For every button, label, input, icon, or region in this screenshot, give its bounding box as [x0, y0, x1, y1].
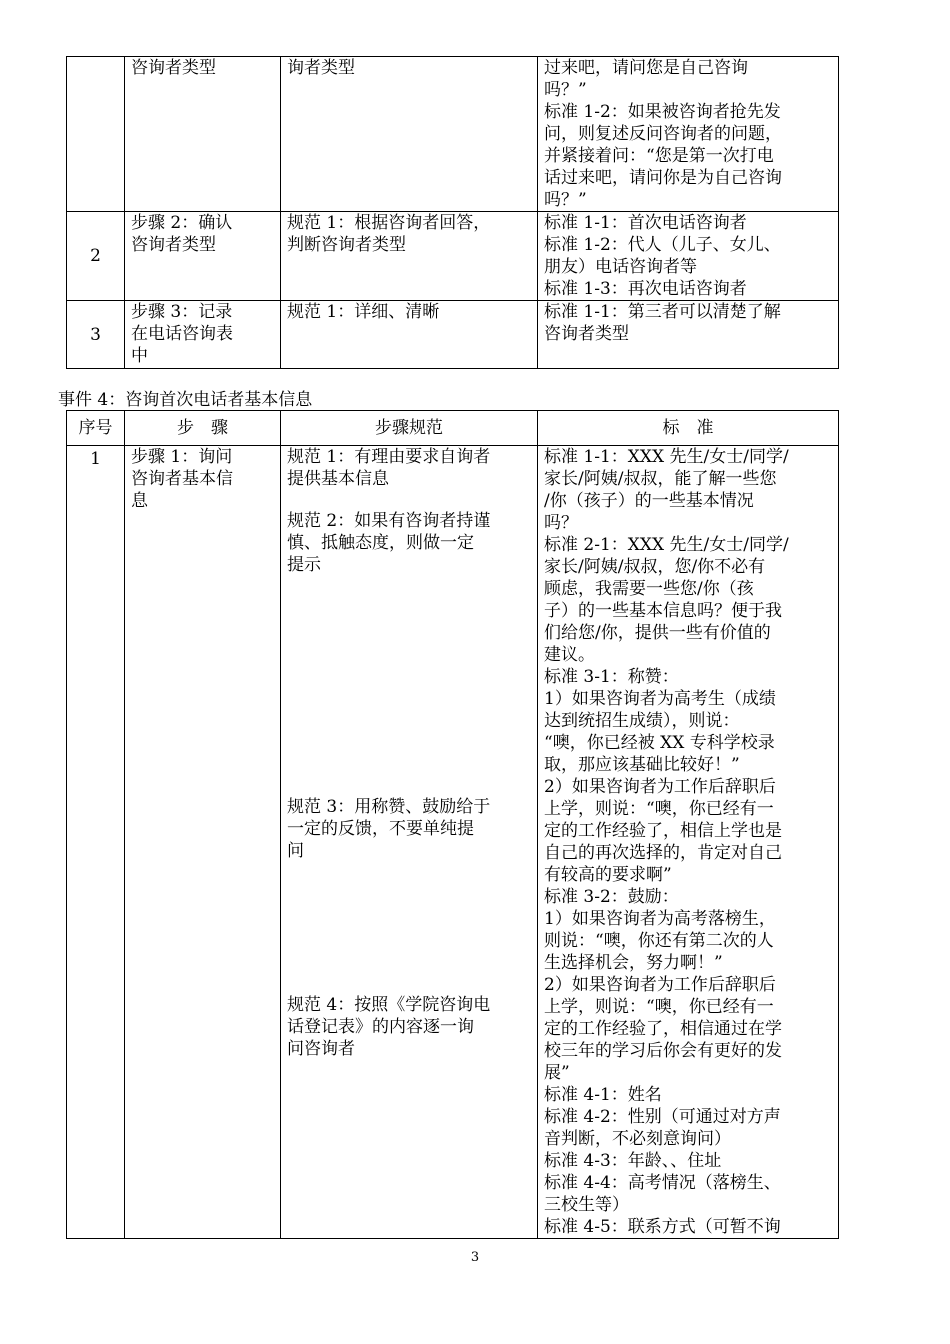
table-row — [67, 212, 839, 301]
standard-text: 朋友）电话咨询者等 — [544, 257, 697, 277]
step-text: 步骤 3：记录 — [131, 302, 233, 322]
standard-text: 标准 3-2：鼓励： — [544, 887, 679, 907]
standard-text: 上学，则说：“噢，你已经有一 — [544, 799, 774, 819]
standard-text: 标准 1-1：首次电话咨询者 — [544, 213, 747, 233]
spec-block — [287, 796, 531, 862]
spec-text: 规范 1：详细、清晰 — [287, 302, 440, 322]
standard-text: 1）如果咨询者为高考落榜生， — [544, 909, 776, 929]
spec-text: 提示 — [287, 555, 321, 575]
table-header-row — [67, 411, 839, 446]
header-spec: 步骤规范 — [281, 411, 538, 446]
header-step: 步 骤 — [125, 411, 281, 446]
standard-text: 标准 4-5：联系方式（可暂不询 — [544, 1217, 781, 1237]
spec-text: 规范 1：根据咨询者回答， — [287, 213, 491, 233]
standard-text: 定的工作经验了，相信上学也是 — [544, 821, 782, 841]
spec-text: 话登记表》的内容逐一询 — [287, 1017, 474, 1037]
spec-block — [287, 446, 531, 490]
standard-text: 校三年的学习后你会有更好的发 — [544, 1041, 782, 1061]
standard-text: “噢，你已经被 XX 专科学校录 — [544, 733, 775, 753]
standard-text: 上学，则说：“噢，你已经有一 — [544, 997, 774, 1017]
step-text: 息 — [131, 491, 148, 511]
standard-text: 标准 4-4：高考情况（落榜生、 — [544, 1173, 781, 1193]
step-text: 步骤 1：询问 — [131, 447, 233, 467]
standard-text: 2）如果咨询者为工作后辞职后 — [544, 975, 776, 995]
standard-text: 建议。 — [544, 645, 595, 665]
spec-text: 判断咨询者类型 — [287, 235, 406, 255]
standard-text: 标准 1-2：如果被咨询者抢先发 — [544, 102, 781, 122]
row-spec — [281, 446, 538, 1239]
standard-text: 标准 1-2：代人（儿子、女儿、 — [544, 235, 781, 255]
step-text: 中 — [131, 346, 148, 366]
standard-text: 自己的再次选择的，肯定对自己 — [544, 843, 782, 863]
row-spec — [281, 212, 538, 301]
step-text: 步骤 2：确认 — [131, 213, 233, 233]
row-step — [125, 301, 281, 369]
row-step — [125, 212, 281, 301]
row-step — [125, 446, 281, 1239]
spec-text: 提供基本信息 — [287, 469, 389, 489]
event-4-title: 事件 4：咨询首次电话者基本信息 — [58, 390, 313, 410]
spec-block — [287, 994, 531, 1060]
spec-text: 一定的反馈，不要单纯提 — [287, 819, 474, 839]
row-standard — [538, 446, 839, 1239]
standard-text: 取，那应该基础比较好！” — [544, 755, 740, 775]
standard-text: 问，则复述反问咨询者的问题， — [544, 124, 782, 144]
standard-text: 话过来吧，请问你是为自己咨询 — [544, 168, 782, 188]
standard-text: 顾虑，我需要一些您/你（孩 — [544, 579, 754, 599]
row-standard — [538, 57, 839, 212]
standard-text: 音判断，不必刻意询问） — [544, 1129, 731, 1149]
table-row — [67, 57, 839, 212]
table-row — [67, 301, 839, 369]
row-seq — [67, 57, 125, 212]
spec-block — [287, 510, 531, 576]
standard-text: 吗？” — [544, 80, 587, 100]
standard-text: 标准 1-1：XXX 先生/女士/同学/ — [544, 447, 789, 467]
step-text: 咨询者类型 — [131, 235, 216, 255]
standard-text: 标准 4-3：年龄、、住址 — [544, 1151, 722, 1171]
table-row — [67, 446, 839, 1239]
row-seq: 2 — [67, 212, 125, 301]
consult-steps-table-continued — [66, 56, 839, 369]
standard-text: 标准 4-1：姓名 — [544, 1085, 662, 1105]
spec-text: 规范 2：如果有咨询者持谨 — [287, 511, 491, 531]
row-step — [125, 57, 281, 212]
standard-text: 们给您/你，提供一些有价值的 — [544, 623, 771, 643]
step-text: 咨询者类型 — [131, 58, 216, 78]
row-spec — [281, 301, 538, 369]
event-4-table — [66, 410, 839, 1239]
standard-text: 并紧接着问：“您是第一次打电 — [544, 146, 774, 166]
standard-text: 标准 1-1：第三者可以清楚了解 — [544, 302, 781, 322]
standard-text: 生选择机会，努力啊！” — [544, 953, 723, 973]
row-seq: 1 — [67, 446, 125, 1239]
standard-text: 子）的一些基本信息吗？便于我 — [544, 601, 782, 621]
standard-text: 标准 4-2：性别（可通过对方声 — [544, 1107, 781, 1127]
page-number: 3 — [470, 1250, 480, 1265]
row-standard — [538, 212, 839, 301]
standard-text: 三校生等） — [544, 1195, 629, 1215]
standard-text: 吗？ — [544, 513, 578, 533]
standard-text: 则说：“噢，你还有第二次的人 — [544, 931, 774, 951]
spec-text: 慎、抵触态度，则做一定 — [287, 533, 474, 553]
row-standard — [538, 301, 839, 369]
step-text: 咨询者基本信 — [131, 469, 233, 489]
standard-text: 2）如果咨询者为工作后辞职后 — [544, 777, 776, 797]
spec-text: 询者类型 — [287, 58, 355, 78]
standard-text: 吗？” — [544, 190, 587, 210]
spec-text: 问咨询者 — [287, 1039, 355, 1059]
header-standard: 标 准 — [538, 411, 839, 446]
header-seq: 序号 — [67, 411, 125, 446]
standard-text: /你（孩子）的一些基本情况 — [544, 491, 754, 511]
spec-text: 问 — [287, 841, 304, 861]
standard-text: 标准 2-1：XXX 先生/女士/同学/ — [544, 535, 789, 555]
step-text: 在电话咨询表 — [131, 324, 233, 344]
standard-text: 展” — [544, 1063, 570, 1083]
standard-text: 1）如果咨询者为高考生（成绩 — [544, 689, 776, 709]
standard-text: 家长/阿姨/叔叔，能了解一些您 — [544, 469, 777, 489]
spec-text: 规范 1：有理由要求自询者 — [287, 447, 491, 467]
spec-text: 规范 4：按照《学院咨询电 — [287, 995, 491, 1015]
row-seq: 3 — [67, 301, 125, 369]
standard-text: 定的工作经验了，相信通过在学 — [544, 1019, 782, 1039]
standard-text: 标准 1-3：再次电话咨询者 — [544, 279, 747, 299]
standard-text: 有较高的要求啊” — [544, 865, 672, 885]
spec-text: 规范 3：用称赞、鼓励给于 — [287, 797, 491, 817]
standard-text: 达到统招生成绩），则说： — [544, 711, 740, 731]
standard-text: 家长/阿姨/叔叔，您/你不必有 — [544, 557, 766, 577]
standard-text: 咨询者类型 — [544, 324, 629, 344]
standard-text: 过来吧，请问您是自己咨询 — [544, 58, 748, 78]
standard-text: 标准 3-1：称赞： — [544, 667, 679, 687]
row-spec — [281, 57, 538, 212]
